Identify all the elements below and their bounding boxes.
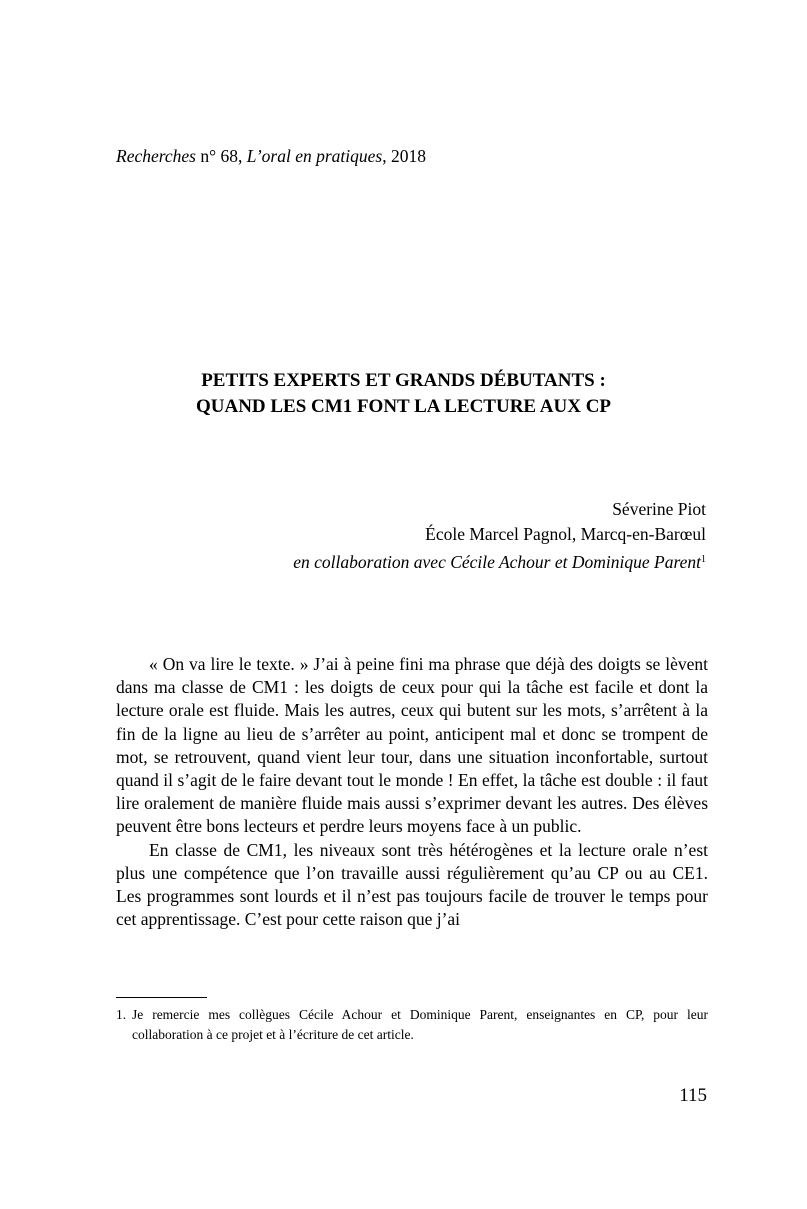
- footnote-text: Je remercie mes collègues Cécile Achour et Dominique Parent, enseignantes en CP, pour leur collaboration à ce projet et à l’écriture de cet article.: [132, 1007, 708, 1042]
- collaboration-line: [293, 547, 706, 575]
- author-block: [293, 497, 706, 575]
- footnote-reference: 1: [701, 554, 706, 565]
- issue-number: n° 68,: [196, 146, 247, 166]
- paragraph: En classe de CM1, les niveaux sont très hétérogènes et la lecture orale n’est plus une compétence que l’on travaille aussi régulièrement qu’au CP ou au CE1. Les programmes sont lourds et il n’est pas toujours facile de trouver le temps pour cet apprentissage. C’est pour cette raison que j’ai: [116, 839, 708, 930]
- author-name: Séverine Piot: [612, 499, 706, 519]
- page-number: 115: [679, 1085, 707, 1106]
- paragraph: « On va lire le texte. » J’ai à peine fini ma phrase que déjà des doigts se lèvent dans ma classe de CM1 : les doigts de ceux pour qui la tâche est facile et dont la lecture orale est fluide. Mais les autres, ceux qui butent sur les mots, s’arrêtent à la fin de la ligne au lieu de s’arrêter au point, anticipent mal et donc se trompent de mot, se retrouvent, quand vient leur tour, dans une situation inconfortable, surtout quand il s’agit de le faire devant tout le monde ! En effet, la tâche est double : il faut lire oralement de manière fluide mais aussi s’exprimer devant les autres. Des élèves peuvent être bons lecteurs et perdre leurs moyens face à un public.: [116, 654, 708, 837]
- running-header: [116, 146, 426, 167]
- article-body: [116, 653, 708, 931]
- title-line-1: PETITS EXPERTS ET GRANDS DÉBUTANTS :: [201, 370, 606, 391]
- author-affiliation: École Marcel Pagnol, Marcq-en-Barœul: [425, 524, 706, 544]
- title-line-2: QUAND LES CM1 FONT LA LECTURE AUX CP: [195, 396, 612, 417]
- footnote-divider: [116, 997, 207, 998]
- collaboration-text: en collaboration avec Cécile Achour et Dominique Parent: [293, 552, 701, 572]
- issue-theme: L’oral en pratiques: [246, 146, 383, 166]
- footnote-number: 1.: [116, 1007, 127, 1022]
- article-title: [100, 368, 707, 420]
- journal-name: Recherches: [116, 146, 196, 166]
- footnote: [116, 1005, 708, 1045]
- issue-year: , 2018: [382, 146, 426, 166]
